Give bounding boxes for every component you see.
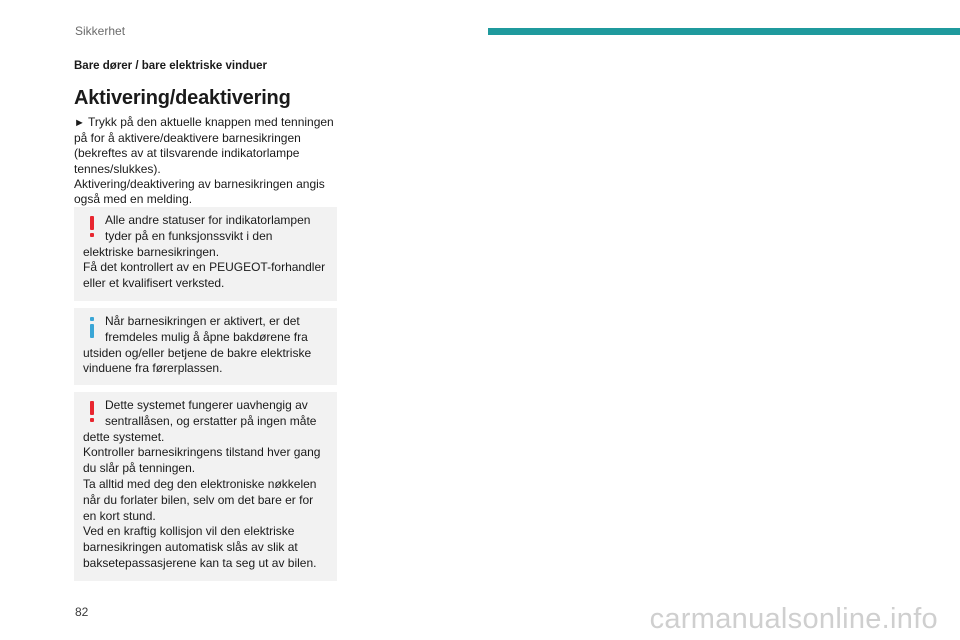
- note-text: utsiden og/eller betjene de bakre elektriske vinduene fra førerplassen.: [83, 345, 312, 376]
- note-text: dette systemet.: [83, 429, 165, 444]
- note-text: Dette systemet fungerer uavhengig av sentrallåsen, og erstatter på ingen måte: [105, 398, 317, 428]
- subheading: Bare dører / bare elektriske vinduer: [74, 60, 268, 72]
- page-number: 82: [75, 605, 89, 619]
- watermark[interactable]: carmanualsonline.info: [649, 603, 938, 635]
- warning-note: [74, 207, 337, 301]
- main-column: [74, 58, 340, 207]
- page-heading: Aktivering/deaktivering: [74, 87, 291, 109]
- bullet-arrow-icon: ►: [74, 117, 85, 129]
- info-note: [74, 308, 337, 385]
- note-text: Få det kontrollert av en PEUGEOT-forhandler eller et kvalifisert verksted.: [83, 260, 326, 291]
- note-text: Kontroller barnesikringens tilstand hver gang du slår på tenningen.: [83, 445, 321, 476]
- section-title: Sikkerhet: [75, 24, 126, 38]
- note-text: Alle andre statuser for indikatorlampen tyder på en funksjonssvikt i den: [105, 213, 311, 243]
- note-text: elektriske barnesikringen.: [83, 244, 220, 259]
- note-text: Ved en kraftig kollisjon vil den elektriske barnesikringen automatisk slås av slik at baksetepassasjerene kan ta seg ut av bilen.: [83, 524, 317, 570]
- note-text: Ta alltid med deg den elektroniske nøkkelen når du forlater bilen, selv om det bare er for en kort stund.: [83, 476, 317, 523]
- body-paragraph: Aktivering/deaktivering av barnesikringen angis også med en melding.: [74, 176, 325, 207]
- note-text: Når barnesikringen er aktivert, er det fremdeles mulig å åpne bakdørene fra: [105, 314, 308, 344]
- exclamation-icon: [87, 401, 97, 423]
- bullet-text: Trykk på den aktuelle knappen med tenningen på for å aktivere/deaktivere barnesikringen (bekreftes av at tilsvarende indikatorlampe tennes/slukkes).: [74, 115, 334, 176]
- header-accent-bar: [488, 28, 960, 35]
- bullet-paragraph: [74, 115, 340, 177]
- info-icon: [87, 317, 97, 339]
- warning-note: [74, 392, 337, 581]
- exclamation-icon: [87, 216, 97, 238]
